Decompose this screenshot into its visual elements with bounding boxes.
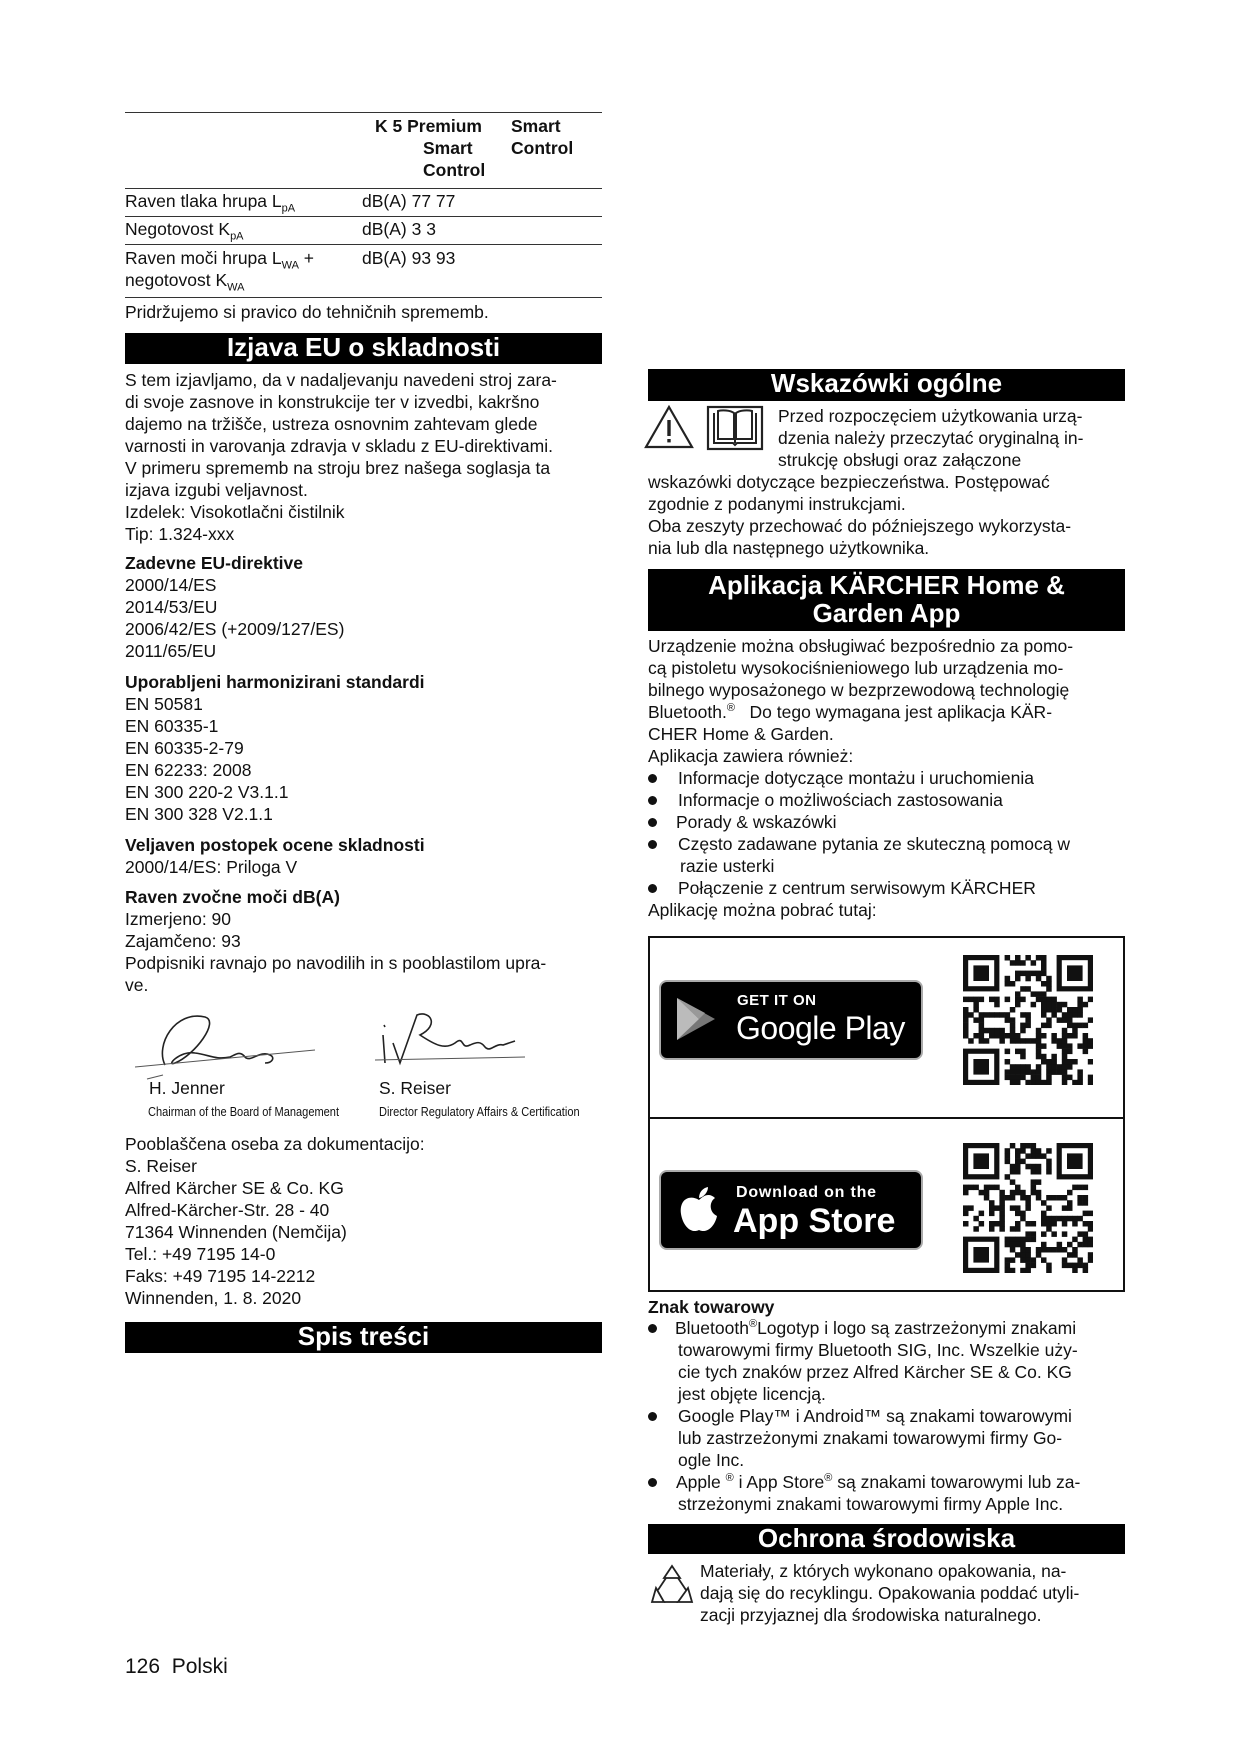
trademark-line: Google Play™ i Android™ są znakami towarowymi <box>678 1406 1072 1426</box>
standard-item: EN 300 220-2 V3.1.1 <box>125 782 289 802</box>
contact-line: Tel.: +49 7195 14-0 <box>125 1244 276 1264</box>
general-text-line: Oba zeszyty przechować do późniejszego wykorzysta- <box>648 516 1072 536</box>
bullet-icon <box>648 1478 657 1487</box>
table-rule <box>125 188 602 189</box>
bullet-icon <box>648 796 657 805</box>
contact-line: Alfred-Kärcher-Str. 28 - 40 <box>125 1200 330 1220</box>
app-store-big-text: App Store <box>733 1202 896 1240</box>
table-row: Raven moči hrupa $L_{WA}$ + <box>125 248 315 272</box>
trademark-line: Apple ® i App Store® są znakami towarowymi lub za- <box>676 1472 1081 1492</box>
table-row: Raven tlaka hrupa $L_{pA}$ <box>125 191 296 215</box>
trademark-title: Znak towarowy <box>648 1297 775 1317</box>
sound-guaranteed: Zajamčeno: 93 <box>125 931 241 951</box>
signatories-text: ve. <box>125 975 149 995</box>
app-text-line: Aplikacja zawiera również: <box>648 746 854 766</box>
tech-note: Pridržujemo si pravico do tehničnih sprememb. <box>125 302 489 322</box>
general-text-line: nia lub dla następnego użytkownika. <box>648 538 930 558</box>
signature-reiser <box>375 1005 525 1075</box>
bullet-icon <box>648 1324 657 1333</box>
table-cell-value: dB(A) 3 3 <box>362 219 436 239</box>
manual-book-icon <box>706 405 764 451</box>
google-play-logo-icon <box>675 996 717 1042</box>
signatory-1-role: Chairman of the Board of Management <box>148 1104 340 1119</box>
table-header-col2b: Control <box>511 138 574 158</box>
general-text-line: Przed rozpoczęciem użytkowania urzą- <box>778 406 1083 426</box>
app-text-line: Urządzenie można obsługiwać bezpośrednio za pomo- <box>648 636 1074 656</box>
trademark-line: Bluetooth®Logotyp i logo są zastrzeżonymi znakami <box>675 1318 1077 1338</box>
eu-type: Tip: 1.324-xxx <box>125 524 235 544</box>
trademark-line: lub zastrzeżonymi znakami towarowymi firmy Go- <box>678 1428 1063 1448</box>
environment-text-line: dają się do recyklingu. Opakowania poddać utyli- <box>700 1583 1080 1603</box>
standard-item: EN 50581 <box>125 694 203 714</box>
directives-title: Zadevne EU-direktive <box>125 553 303 573</box>
warning-triangle-icon <box>644 405 694 449</box>
directive-item: 2014/53/EU <box>125 597 218 617</box>
app-text-line: bilnego wyposażonego w bezprzewodową technologię <box>648 680 1070 700</box>
signatory-2-name: S. Reiser <box>379 1078 451 1098</box>
app-text-line: Bluetooth.® Do tego wymagana jest aplikacja KÄR- <box>648 702 1053 722</box>
directive-item: 2011/65/EU <box>125 641 217 661</box>
table-row: Negotovost $K_{pA}$ <box>125 219 244 243</box>
app-heading: Aplikacja KÄRCHER Home & Garden App <box>648 569 1125 631</box>
box-divider <box>650 1117 1123 1119</box>
table-header-col2: Smart <box>511 116 561 136</box>
app-feature-item: Porady & wskazówki <box>676 812 837 832</box>
contact-line: Pooblaščena oseba za dokumentacijo: <box>125 1134 425 1154</box>
eu-text-line: V primeru sprememb na stroju brez našega soglasja ta <box>125 458 551 478</box>
general-notes-heading: Wskazówki ogólne <box>648 369 1125 401</box>
general-text-line: wskazówki dotyczące bezpieczeństwa. Postępować <box>648 472 1050 492</box>
google-play-qr-code[interactable] <box>963 955 1093 1085</box>
trademark-line: cie tych znaków przez Alfred Kärcher SE & Co. KG <box>678 1362 1072 1382</box>
app-store-qr-code[interactable] <box>963 1143 1093 1273</box>
table-header-col1c: Control <box>423 160 486 180</box>
trademark-line: jest objęte licencją. <box>678 1384 826 1404</box>
google-play-small-text: GET IT ON <box>737 992 817 1009</box>
table-header-col1b: Smart <box>423 138 473 158</box>
recycling-icon <box>650 1562 694 1606</box>
sound-measured: Izmerjeno: 90 <box>125 909 232 929</box>
bullet-icon <box>648 840 657 849</box>
directive-item: 2006/42/ES (+2009/127/ES) <box>125 619 345 639</box>
general-text-line: zgodnie z podanymi instrukcjami. <box>648 494 906 514</box>
standard-item: EN 300 328 V2.1.1 <box>125 804 273 824</box>
page-footer: 126 Polski <box>125 1655 228 1678</box>
signature-jenner <box>135 1005 325 1085</box>
eu-text-line: varnosti in varovanja zdravja v skladu z EU-direktivami. <box>125 436 553 456</box>
eu-text-line: di svoje zasnove in konstrukcije ter v izvedbi, kakršno <box>125 392 540 412</box>
environment-text-line: zacji przyjaznej dla środowiska naturalnego. <box>700 1605 1042 1625</box>
app-download-box <box>648 936 1125 1292</box>
signatory-2-role: Director Regulatory Affairs & Certification <box>379 1104 580 1119</box>
table-rule <box>125 244 602 245</box>
contact-line: Faks: +49 7195 14-2212 <box>125 1266 316 1286</box>
standard-item: EN 60335-1 <box>125 716 219 736</box>
eu-text-line: S tem izjavljamo, da v nadaljevanju navedeni stroj zara- <box>125 370 557 390</box>
contact-line: Winnenden, 1. 8. 2020 <box>125 1288 302 1308</box>
app-feature-item: Połączenie z centrum serwisowym KÄRCHER <box>678 878 1036 898</box>
app-store-badge[interactable] <box>659 1170 923 1250</box>
table-cell-value: dB(A) 77 77 <box>362 191 456 211</box>
trademark-line: strzeżonymi znakami towarowymi firmy Apple Inc. <box>678 1494 1064 1514</box>
eu-text-line: dajemo na tržišče, ustreza osnovnim zahtevam glede <box>125 414 538 434</box>
app-text-line: CHER Home & Garden. <box>648 724 834 744</box>
table-bottom-rule <box>125 297 602 298</box>
table-top-rule <box>125 112 602 113</box>
table-rule <box>125 216 602 217</box>
environment-heading: Ochrona środowiska <box>648 1524 1125 1554</box>
contact-line: Alfred Kärcher SE & Co. KG <box>125 1178 344 1198</box>
app-text-line: cą pistoletu wysokociśnieniowego lub urządzenia mo- <box>648 658 1064 678</box>
google-play-big-text: Google Play <box>736 1010 905 1046</box>
table-cell-value: dB(A) 93 93 <box>362 248 456 268</box>
bullet-icon <box>648 818 657 827</box>
environment-text-line: Materiały, z których wykonano opakowania, na- <box>700 1561 1067 1581</box>
contact-line: S. Reiser <box>125 1156 197 1176</box>
procedure-text: 2000/14/ES: Priloga V <box>125 857 298 877</box>
signatories-text: Podpisniki ravnajo po navodilih in s pooblastilom upra- <box>125 953 547 973</box>
google-play-badge[interactable] <box>659 980 923 1060</box>
sound-power-title: Raven zvočne moči dB(A) <box>125 887 340 907</box>
table-header-col1: K 5 Premium <box>375 116 482 136</box>
trademark-line: ogle Inc. <box>678 1450 745 1470</box>
standard-item: EN 60335-2-79 <box>125 738 244 758</box>
standard-item: EN 62233: 2008 <box>125 760 252 780</box>
app-feature-item: Informacje dotyczące montażu i uruchomienia <box>678 768 1035 788</box>
eu-product: Izdelek: Visokotlačni čistilnik <box>125 502 345 522</box>
table-row-cont: negotovost $K_{WA}$ <box>125 270 245 294</box>
contact-line: 71364 Winnenden (Nemčija) <box>125 1222 347 1242</box>
app-feature-item: Często zadawane pytania ze skuteczną pomocą w <box>678 834 1071 854</box>
trademark-line: towarowymi firmy Bluetooth SIG, Inc. Wszelkie uży- <box>678 1340 1078 1360</box>
bullet-icon <box>648 884 657 893</box>
signatory-1-name: H. Jenner <box>149 1078 225 1098</box>
bullet-icon <box>648 774 657 783</box>
eu-text-line: izjava izgubi veljavnost. <box>125 480 308 500</box>
apple-logo-icon <box>679 1186 719 1234</box>
download-text: Aplikację można pobrać tutaj: <box>648 900 877 920</box>
general-text-line: dzenia należy przeczytać oryginalną in- <box>778 428 1084 448</box>
procedure-title: Veljaven postopek ocene skladnosti <box>125 835 425 855</box>
directive-item: 2000/14/ES <box>125 575 217 595</box>
eu-declaration-heading: Izjava EU o skladnosti <box>125 333 602 364</box>
toc-heading: Spis treści <box>125 1322 602 1353</box>
app-store-small-text: Download on the <box>736 1184 877 1201</box>
general-text-line: strukcję obsługi oraz załączone <box>778 450 1022 470</box>
app-feature-item-cont: razie usterki <box>680 856 775 876</box>
standards-title: Uporabljeni harmonizirani standardi <box>125 672 425 692</box>
app-feature-item: Informacje o możliwościach zastosowania <box>678 790 1003 810</box>
bullet-icon <box>648 1412 657 1421</box>
